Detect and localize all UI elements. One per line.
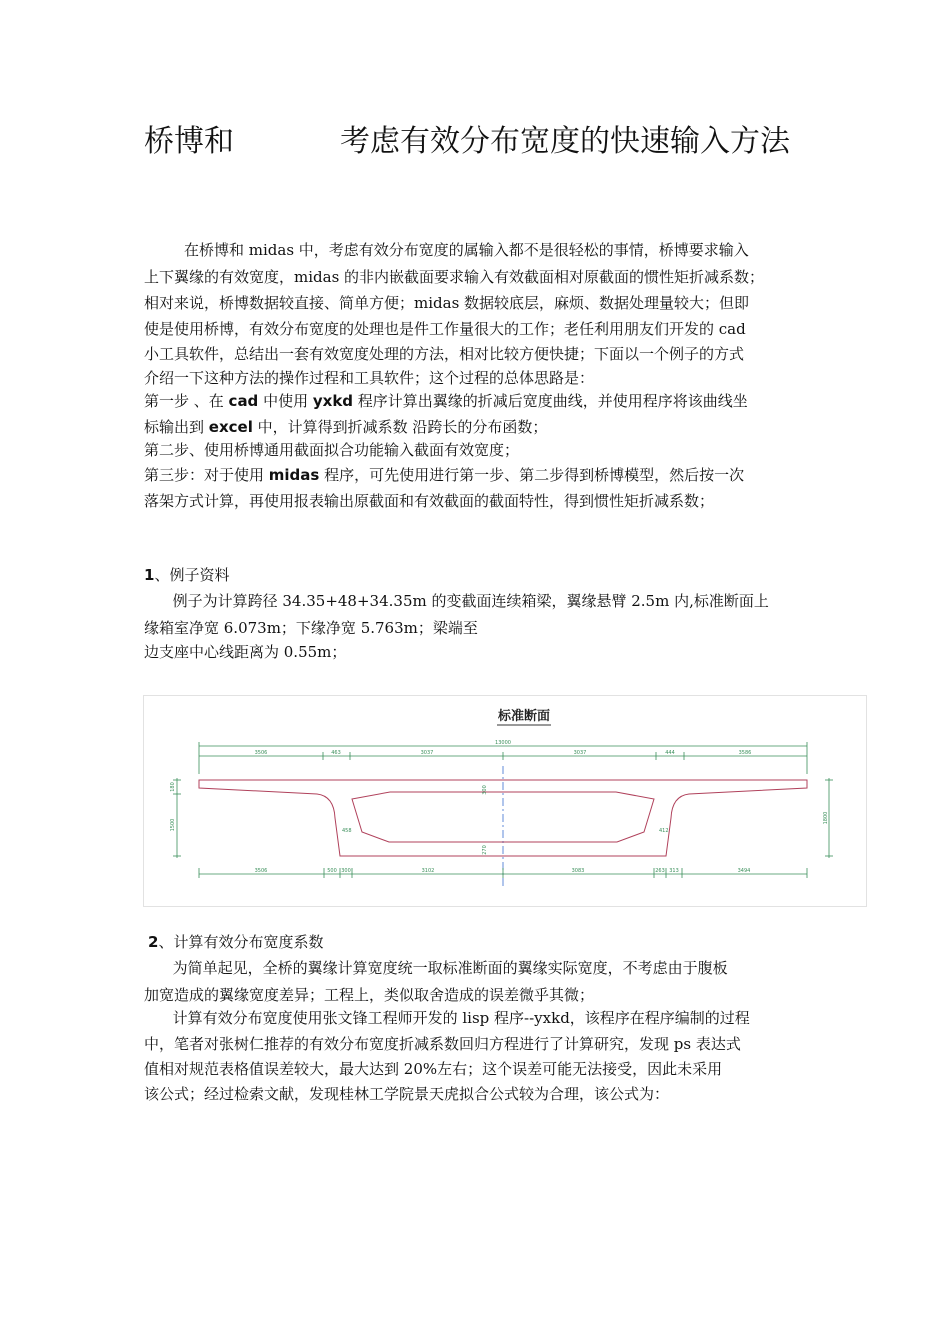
dim-bottom-6: 263 — [655, 868, 665, 874]
intro-line-2: 上下翼缘的有效宽度，midas 的非内嵌截面要求输入有效截面相对原截面的惯性矩折减系数； — [144, 268, 765, 286]
dim-top-3: 3037 — [420, 750, 434, 756]
section-1-line-1: 例子为计算跨径 34.35+48+34.35m 的变截面连续箱梁，翼缘悬臂 2.5m 内,标准断面上 — [144, 592, 769, 610]
section-2-line-6: 该公式；经过检索文献，发现桂林工学院景天虎拟合公式较为合理，该公式为： — [144, 1085, 670, 1103]
step-1-text-d: 标输出到 — [144, 418, 209, 436]
dim-top-5: 444 — [665, 750, 675, 756]
dim-top-6: 3586 — [738, 750, 752, 756]
section-2-line-5: 值相对规范表格值误差较大，最大达到 20%左右；这个误差可能无法接受，因此未采用 — [144, 1060, 723, 1078]
section-1-line-2: 缘箱室净宽 6.073m；下缘净宽 5.763m；梁端至 — [144, 619, 478, 637]
dim-right: 1800 — [823, 811, 829, 825]
intro-line-6: 介绍一下这种方法的操作过程和工具软件；这个过程的总体思路是： — [144, 369, 595, 387]
step-1-text-b: 中使用 — [258, 392, 313, 410]
step-1-yxkd: yxkd — [312, 392, 354, 410]
section-2-heading — [144, 932, 323, 952]
section-1-number: 1 — [144, 566, 155, 584]
dim-bottom-4: 3102 — [421, 868, 435, 874]
intro-line-5: 小工具软件，总结出一套有效宽度处理的方法，相对比较方便快捷；下面以一个例子的方式 — [144, 345, 745, 363]
step-1-excel: excel — [208, 418, 253, 436]
figure-caption: 标准断面 — [497, 709, 551, 724]
step-1-text-c: 程序计算出翼缘的折减后宽度曲线，并使用程序将该曲线坐 — [353, 392, 748, 410]
dim-haunch-right: 412 — [659, 828, 669, 834]
step-1-text-a: 第一步 、在 — [144, 392, 229, 410]
section-1-line-3: 边支座中心线距离为 0.55m； — [144, 643, 347, 661]
section-2-title: 、计算有效分布宽度系数 — [158, 933, 324, 951]
step-2-line: 第二步、使用桥博通用截面拟合功能输入截面有效宽度； — [144, 441, 520, 459]
step-3-line-2: 落架方式计算，再使用报表输出原截面和有效截面的截面特性，得到惯性矩折减系数； — [144, 492, 715, 510]
page-title — [144, 116, 824, 160]
dim-top-2: 463 — [331, 750, 341, 756]
intro-line-4: 使是使用桥博，有效分布宽度的处理也是件工作量很大的工作；老任利用朋友们开发的 cad — [144, 320, 746, 338]
section-2-line-4: 中，笔者对张树仁推荐的有效分布宽度折减系数回归方程进行了计算研究，发现 ps 表达式 — [144, 1035, 741, 1053]
step-3-text-b: 程序，可先使用进行第一步、第二步得到桥博模型，然后按一次 — [319, 466, 745, 484]
dim-bottom-2: 500 — [327, 868, 337, 874]
title-left: 桥博和 — [144, 124, 234, 159]
step-1-text-e: 中，计算得到折减系数 沿跨长的分布函数； — [252, 418, 548, 436]
intro-line-1: 在桥博和 midas 中，考虑有效分布宽度的属输入都不是很轻松的事情，桥博要求输入 — [184, 241, 749, 259]
title-right: 考虑有效分布宽度的快速输入方法 — [340, 124, 790, 159]
dim-bottom-3: 300 — [341, 868, 351, 874]
cross-section-figure — [143, 695, 867, 907]
step-1-cad: cad — [228, 392, 259, 410]
step-1-line-1 — [144, 391, 748, 411]
cross-section-drawing — [144, 696, 866, 906]
step-1-line-2 — [144, 417, 547, 437]
dim-bottom-5: 3083 — [571, 868, 585, 874]
section-2-line-2: 加宽造成的翼缘宽度差异；工程上，类似取舍造成的误差微乎其微； — [144, 986, 595, 1004]
section-2-line-1: 为简单起见，全桥的翼缘计算宽度统一取标准断面的翼缘实际宽度，不考虑由于腹板 — [144, 959, 728, 977]
step-3-line-1 — [144, 465, 744, 485]
step-3-midas: midas — [268, 466, 320, 484]
dim-bottom-8: 3494 — [737, 868, 751, 874]
dim-left-2: 1500 — [170, 818, 176, 832]
dim-bottom-1: 3506 — [254, 868, 268, 874]
section-2-line-3: 计算有效分布宽度使用张文锋工程师开发的 lisp 程序--yxkd，该程序在程序编制的过程 — [144, 1009, 750, 1027]
dim-center-bottom: 270 — [482, 845, 488, 855]
dim-left-1: 180 — [170, 782, 176, 792]
dim-haunch-left: 458 — [342, 828, 352, 834]
dim-top-1: 3506 — [254, 750, 268, 756]
dim-overall: 13000 — [495, 740, 511, 746]
dim-top-4: 3037 — [573, 750, 587, 756]
section-1-title: 、例子资料 — [154, 566, 230, 584]
section-1-heading — [144, 565, 229, 585]
dim-center-top: 300 — [482, 785, 488, 795]
intro-line-3: 相对来说，桥博数据较直接、简单方便；midas 数据较底层，麻烦、数据处理量较大；但即 — [144, 294, 750, 312]
step-3-text-a: 第三步：对于使用 — [144, 466, 269, 484]
dim-bottom-7: 313 — [669, 868, 679, 874]
section-2-number: 2 — [148, 933, 159, 951]
